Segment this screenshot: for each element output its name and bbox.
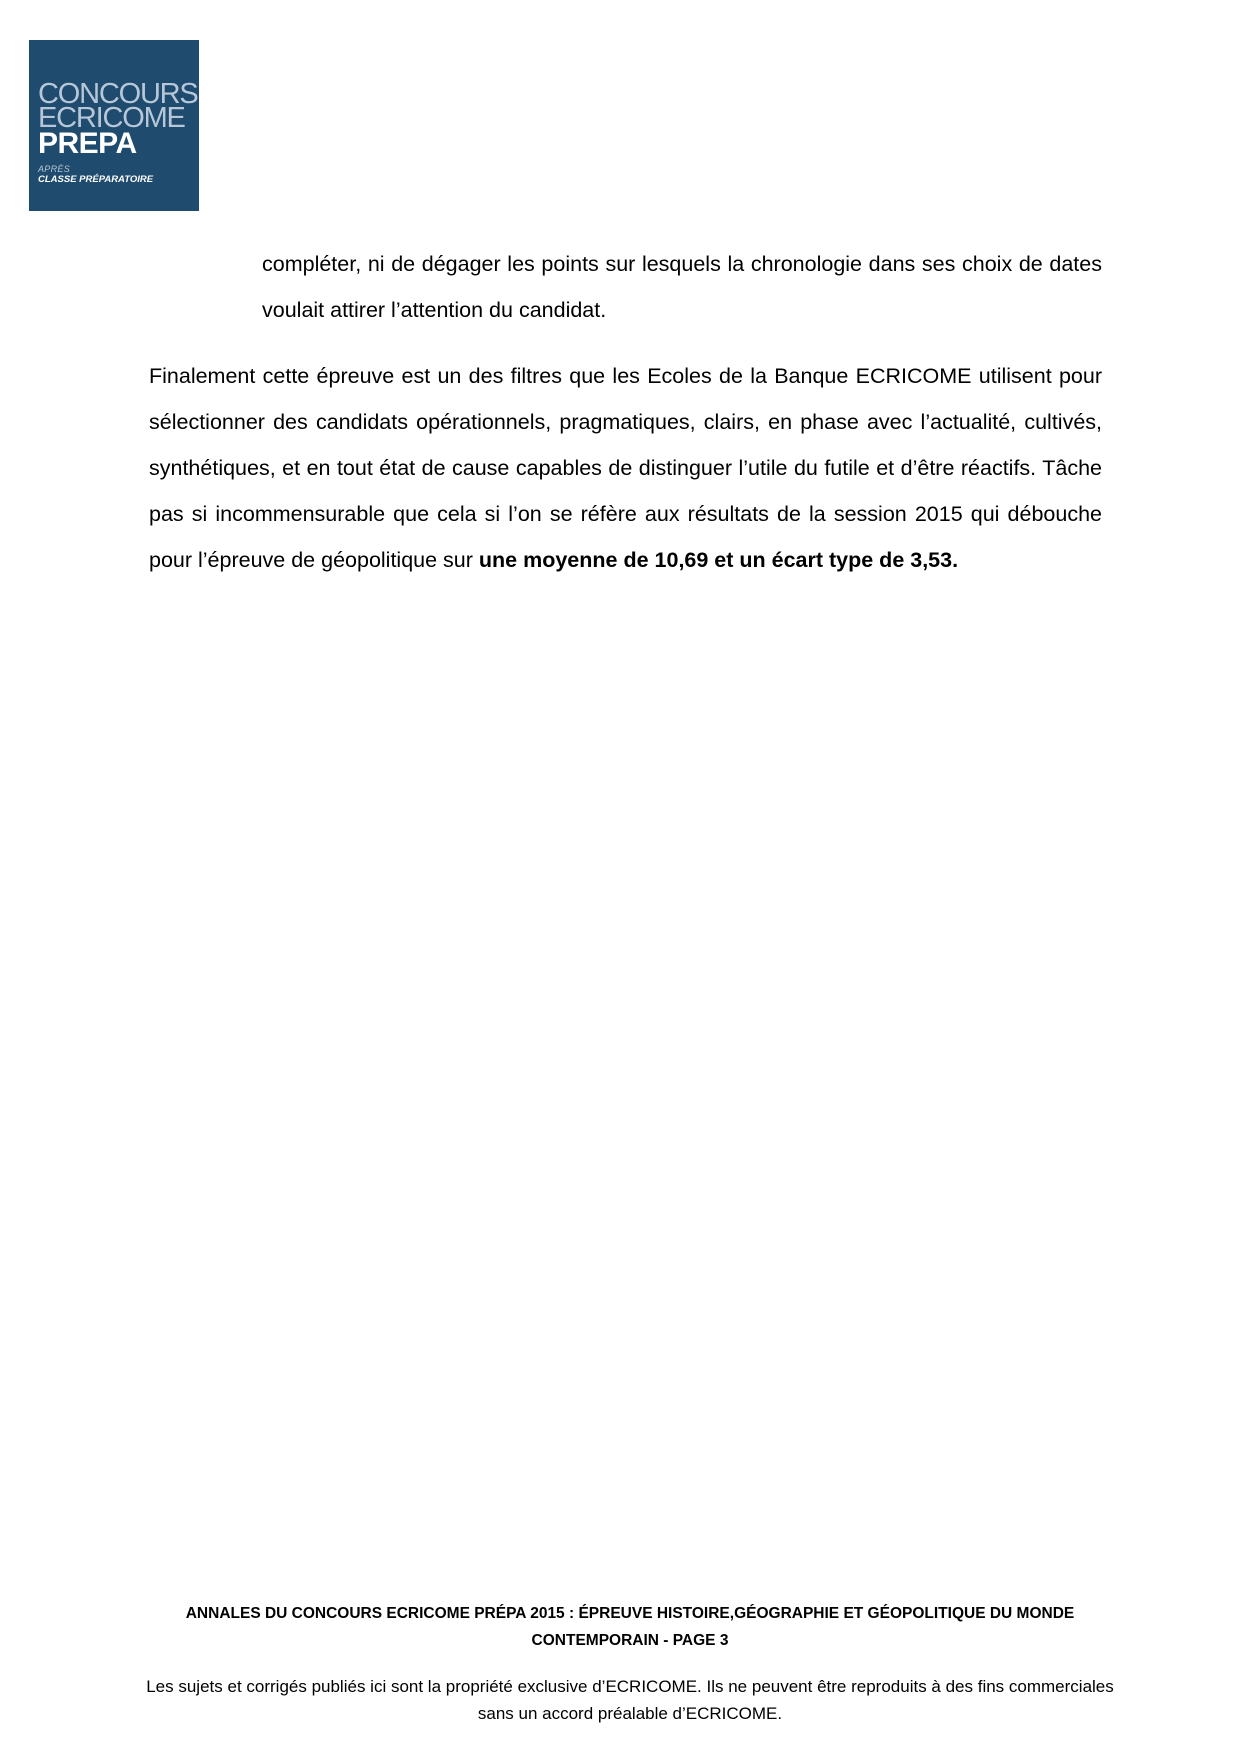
footer-copyright: Les sujets et corrigés publiés ici sont la propriété exclusive d’ECRICOME. Ils ne peuvent être reproduits à des fins commerciales sans un accord préalable d’ECRICOME. bbox=[146, 1677, 1114, 1723]
logo-line-concours: CONCOURS bbox=[38, 78, 198, 110]
logo-line-prepa: PREPA bbox=[38, 127, 137, 160]
conclusion-paragraph bbox=[149, 353, 1102, 583]
logo-line-classe-preparatoire: CLASSE PRÉPARATOIRE bbox=[38, 174, 154, 185]
ecricome-logo bbox=[29, 40, 199, 211]
footer-title: ANNALES DU CONCOURS ECRICOME PRÉPA 2015 : ÉPREUVE HISTOIRE,GÉOGRAPHIE ET GÉOPOLITIQUE DU MONDE CONTEMPORAIN - PAGE 3 bbox=[185, 1605, 1075, 1649]
conclusion-bold-statistics: une moyenne de 10,69 et un écart type de 3,53. bbox=[478, 548, 959, 572]
logo-line-ecricome: ECRICOME bbox=[38, 102, 185, 134]
logo-line-apres: APRÈS bbox=[38, 164, 71, 174]
conclusion-text: Finalement cette épreuve est un des filtres que les Ecoles de la Banque ECRICOME utilisent pour sélectionner des candidats opérationnels, pragmatiques, clairs, en phase avec l’actualité, cultivés, synthétiques, et en tout état de cause capables de distinguer l’utile du futile et d’être réactifs. Tâche pas si incommensurable que cela si l’on se réfère aux résultats de la session 2015 qui débouche pour l’épreuve de géopolitique sur bbox=[149, 364, 1102, 572]
continuation-paragraph: compléter, ni de dégager les points sur lesquels la chronologie dans ses choix de dates voulait attirer l’attention du candidat. bbox=[262, 252, 1102, 322]
